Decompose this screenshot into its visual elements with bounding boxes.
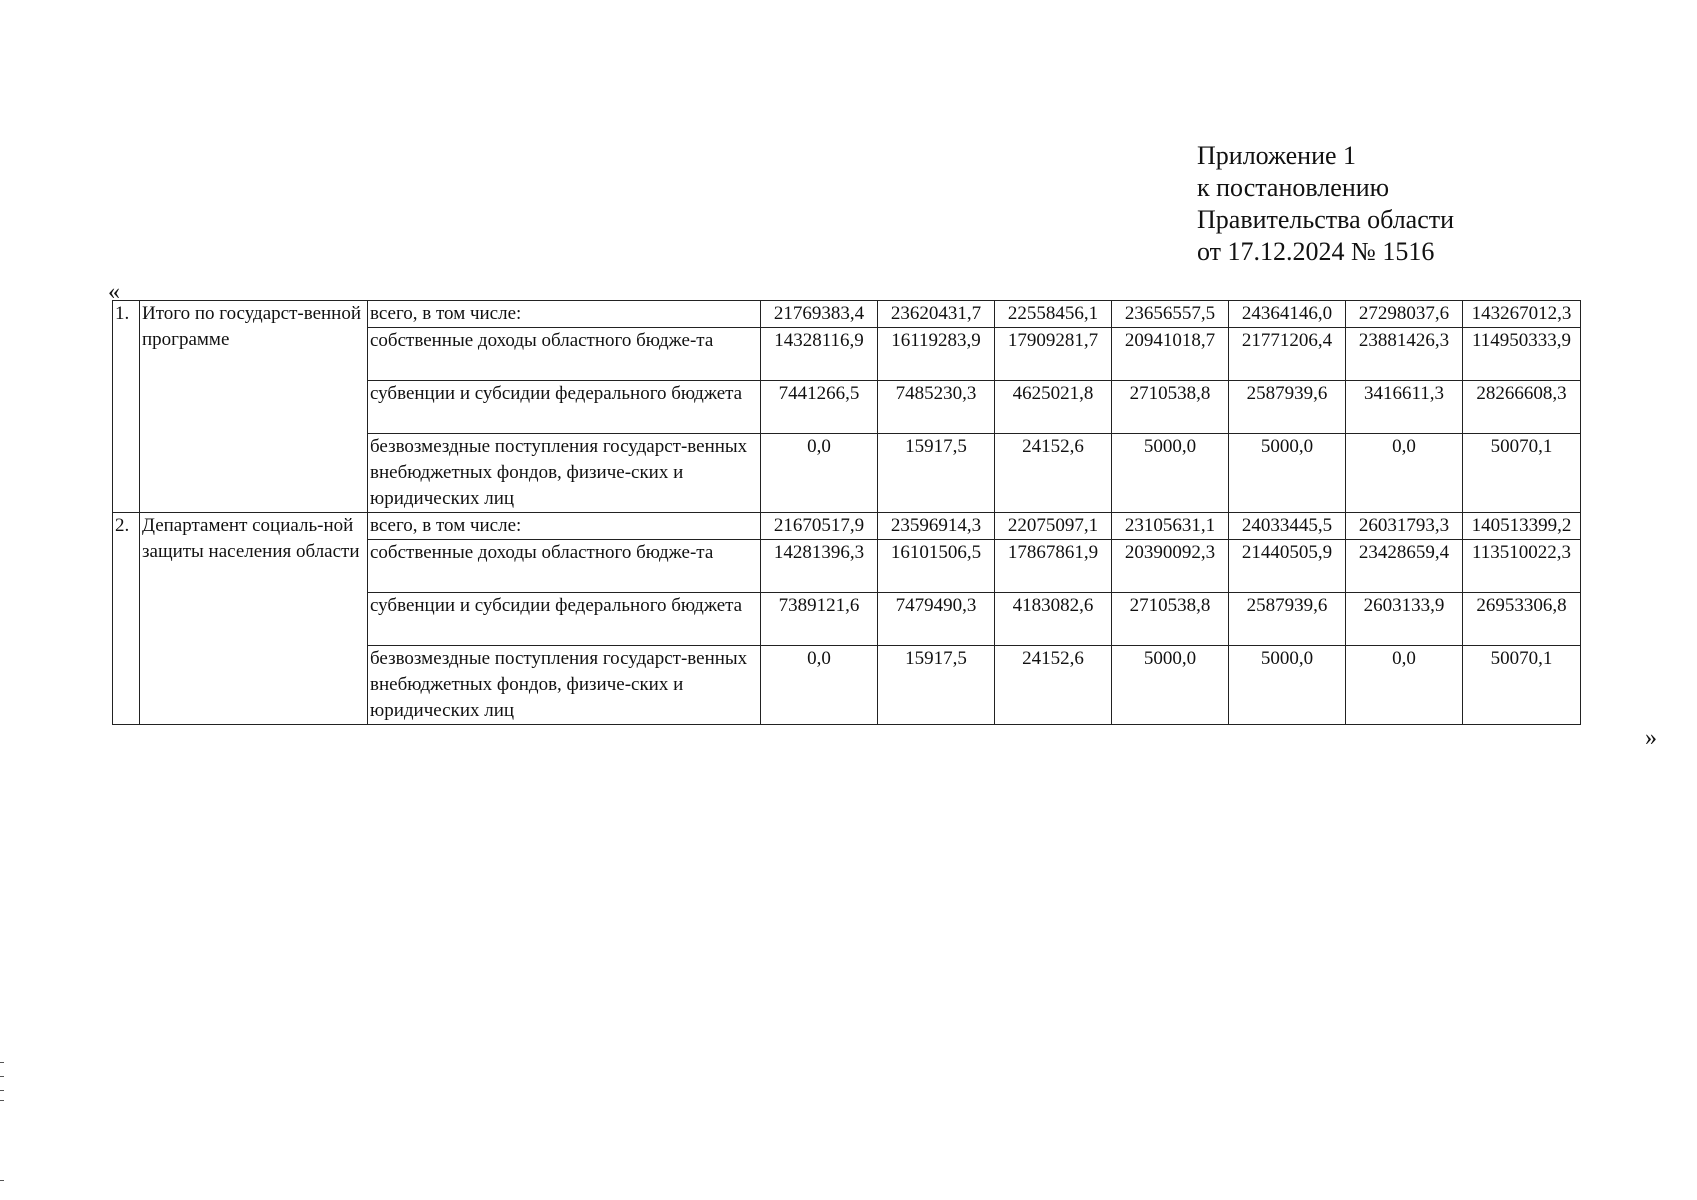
total-value-cell: 26953306,8 <box>1463 593 1581 646</box>
row-label: субвенции и субсидии федерального бюджета <box>368 593 761 646</box>
row-label: безвозмездные поступления государст-венных внебюджетных фондов, физиче-ских и юридических лиц <box>368 646 761 725</box>
total-value-cell: 113510022,3 <box>1463 540 1581 593</box>
total-value-cell: 140513399,2 <box>1463 513 1581 540</box>
total-value-cell: 143267012,3 <box>1463 301 1581 328</box>
value-cell: 15917,5 <box>878 646 995 725</box>
scan-speck <box>0 1062 4 1063</box>
appendix-line-government: Правительства области <box>1197 205 1455 234</box>
appendix-header <box>1197 140 1454 268</box>
row-label: всего, в том числе: <box>368 301 761 328</box>
closing-quote: » <box>1645 725 1657 751</box>
row-label: всего, в том числе: <box>368 513 761 540</box>
value-cell: 23428659,4 <box>1346 540 1463 593</box>
value-cell: 5000,0 <box>1229 434 1346 513</box>
value-cell: 2587939,6 <box>1229 593 1346 646</box>
value-cell: 22075097,1 <box>995 513 1112 540</box>
value-cell: 0,0 <box>1346 434 1463 513</box>
value-cell: 23105631,1 <box>1112 513 1229 540</box>
scan-speck <box>0 1076 4 1077</box>
appendix-line-date-number: от 17.12.2024 № 1516 <box>1197 237 1435 266</box>
scan-speck <box>0 1180 4 1181</box>
value-cell: 5000,0 <box>1112 646 1229 725</box>
total-value-cell: 114950333,9 <box>1463 328 1581 381</box>
row-index: 1. <box>113 301 140 513</box>
value-cell: 7479490,3 <box>878 593 995 646</box>
value-cell: 23881426,3 <box>1346 328 1463 381</box>
row-index: 2. <box>113 513 140 725</box>
value-cell: 23656557,5 <box>1112 301 1229 328</box>
row-label: безвозмездные поступления государст-венных внебюджетных фондов, физиче-ских и юридических лиц <box>368 434 761 513</box>
total-value-cell: 28266608,3 <box>1463 381 1581 434</box>
value-cell: 7485230,3 <box>878 381 995 434</box>
value-cell: 16119283,9 <box>878 328 995 381</box>
value-cell: 4625021,8 <box>995 381 1112 434</box>
total-value-cell: 50070,1 <box>1463 646 1581 725</box>
value-cell: 0,0 <box>761 434 878 513</box>
value-cell: 5000,0 <box>1229 646 1346 725</box>
value-cell: 21440505,9 <box>1229 540 1346 593</box>
value-cell: 0,0 <box>761 646 878 725</box>
value-cell: 21771206,4 <box>1229 328 1346 381</box>
value-cell: 20390092,3 <box>1112 540 1229 593</box>
total-value-cell: 50070,1 <box>1463 434 1581 513</box>
appendix-line-resolution: к постановлению <box>1197 173 1390 202</box>
value-cell: 26031793,3 <box>1346 513 1463 540</box>
value-cell: 21670517,9 <box>761 513 878 540</box>
department-name: Департамент социаль-ной защиты населения области <box>140 513 368 725</box>
value-cell: 14281396,3 <box>761 540 878 593</box>
value-cell: 17867861,9 <box>995 540 1112 593</box>
scan-speck <box>0 1100 4 1101</box>
budget-table <box>112 300 1581 725</box>
opening-quote: « <box>108 279 120 305</box>
value-cell: 14328116,9 <box>761 328 878 381</box>
value-cell: 2710538,8 <box>1112 381 1229 434</box>
value-cell: 2603133,9 <box>1346 593 1463 646</box>
value-cell: 20941018,7 <box>1112 328 1229 381</box>
table-row <box>113 301 1581 328</box>
value-cell: 4183082,6 <box>995 593 1112 646</box>
value-cell: 22558456,1 <box>995 301 1112 328</box>
value-cell: 24364146,0 <box>1229 301 1346 328</box>
value-cell: 23620431,7 <box>878 301 995 328</box>
value-cell: 24152,6 <box>995 434 1112 513</box>
value-cell: 0,0 <box>1346 646 1463 725</box>
value-cell: 5000,0 <box>1112 434 1229 513</box>
value-cell: 7389121,6 <box>761 593 878 646</box>
value-cell: 2587939,6 <box>1229 381 1346 434</box>
appendix-title: Приложение 1 <box>1197 141 1357 170</box>
value-cell: 27298037,6 <box>1346 301 1463 328</box>
row-label: собственные доходы областного бюдже-та <box>368 328 761 381</box>
value-cell: 21769383,4 <box>761 301 878 328</box>
value-cell: 24033445,5 <box>1229 513 1346 540</box>
value-cell: 15917,5 <box>878 434 995 513</box>
row-label: собственные доходы областного бюдже-та <box>368 540 761 593</box>
row-label: субвенции и субсидии федерального бюджета <box>368 381 761 434</box>
program-name: Итого по государст-венной программе <box>140 301 368 513</box>
value-cell: 17909281,7 <box>995 328 1112 381</box>
scan-speck <box>0 1090 4 1091</box>
value-cell: 3416611,3 <box>1346 381 1463 434</box>
value-cell: 2710538,8 <box>1112 593 1229 646</box>
value-cell: 24152,6 <box>995 646 1112 725</box>
table-row <box>113 513 1581 540</box>
value-cell: 7441266,5 <box>761 381 878 434</box>
value-cell: 16101506,5 <box>878 540 995 593</box>
value-cell: 23596914,3 <box>878 513 995 540</box>
